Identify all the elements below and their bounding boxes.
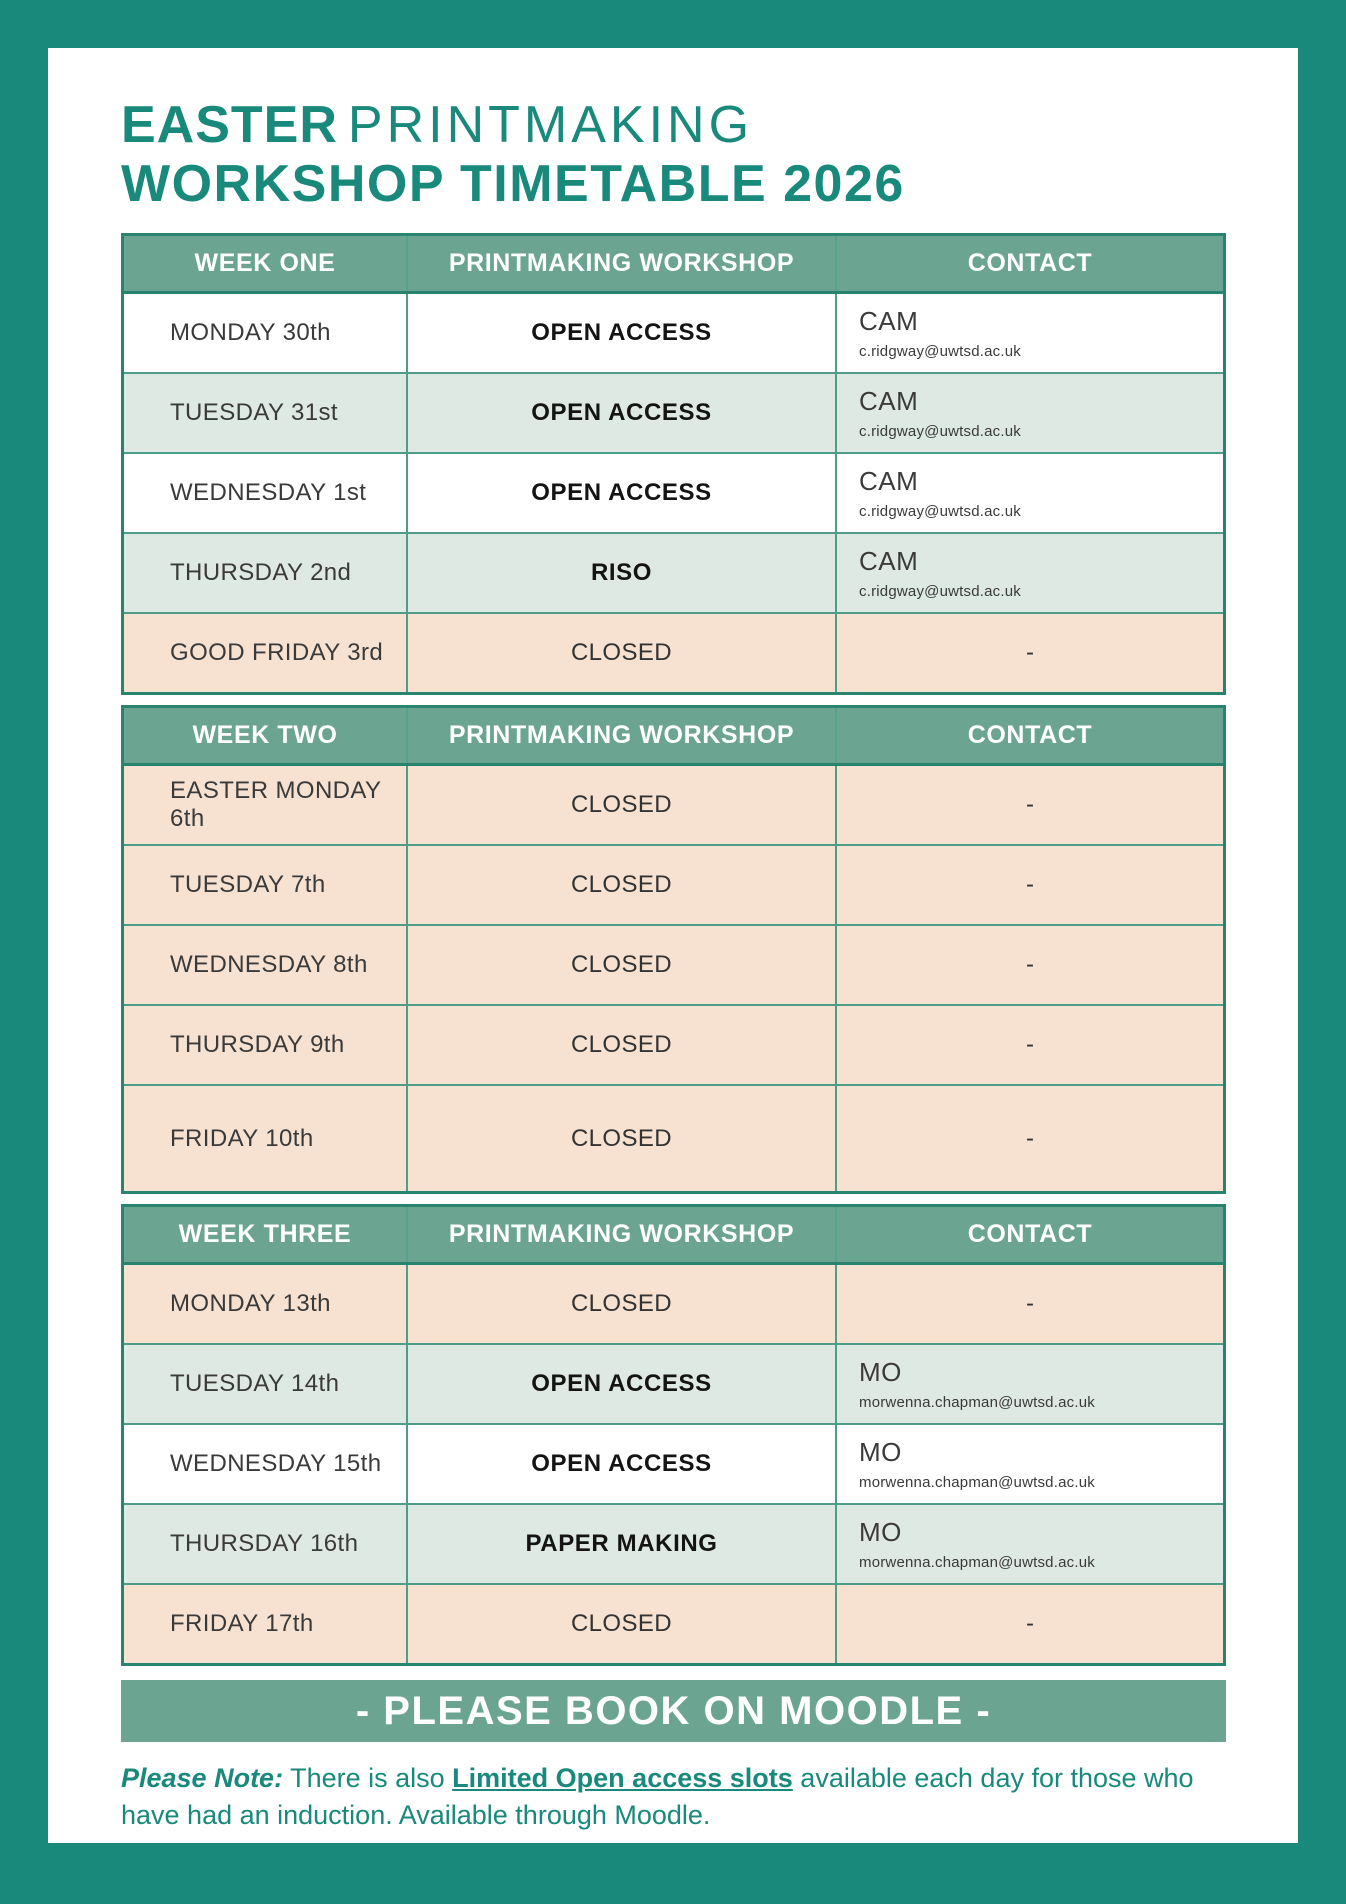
- day-cell: FRIDAY 17th: [170, 1610, 314, 1638]
- workshop-cell: CLOSED: [406, 926, 835, 1004]
- workshop-cell: CLOSED: [406, 1265, 835, 1343]
- poster-content: [121, 48, 1226, 1833]
- contact-cell: [835, 1345, 1223, 1423]
- contact-name: CAM: [859, 466, 919, 497]
- contact-email: morwenna.chapman@uwtsd.ac.uk: [859, 1394, 1095, 1412]
- contact-cell: -: [835, 1006, 1223, 1084]
- contact-name: MO: [859, 1437, 902, 1468]
- note-lead: Please Note:: [121, 1763, 284, 1794]
- contact-cell: [835, 454, 1223, 532]
- table-row: [124, 612, 1223, 692]
- day-cell: THURSDAY 9th: [170, 1031, 345, 1059]
- contact-cell: [835, 534, 1223, 612]
- day-cell: MONDAY 13th: [170, 1290, 331, 1318]
- workshop-cell: CLOSED: [406, 1006, 835, 1084]
- table-row: [124, 1265, 1223, 1343]
- workshop-cell: CLOSED: [406, 614, 835, 692]
- note-after: available each day for those who have had an induction. Available through Moodle.: [121, 1763, 1194, 1830]
- contact-cell: -: [835, 1265, 1223, 1343]
- contact-name: MO: [859, 1357, 902, 1388]
- workshop-cell: RISO: [406, 534, 835, 612]
- table-row: [124, 1084, 1223, 1191]
- title-easter: EASTER: [121, 96, 338, 154]
- workshop-cell: CLOSED: [406, 766, 835, 844]
- contact-email: c.ridgway@uwtsd.ac.uk: [859, 423, 1021, 441]
- workshop-cell: OPEN ACCESS: [406, 454, 835, 532]
- workshop-cell: OPEN ACCESS: [406, 374, 835, 452]
- contact-email: morwenna.chapman@uwtsd.ac.uk: [859, 1474, 1095, 1492]
- contact-cell: [835, 1425, 1223, 1503]
- day-cell: WEDNESDAY 15th: [170, 1450, 382, 1478]
- header-week-two: WEEK TWO: [192, 721, 338, 750]
- title-printmaking: PRINTMAKING: [347, 96, 754, 154]
- table-row: [124, 1343, 1223, 1423]
- header-contact: CONTACT: [835, 708, 1223, 763]
- workshop-cell: CLOSED: [406, 846, 835, 924]
- page-title: [121, 48, 1226, 211]
- table-row: [124, 766, 1223, 844]
- header-printmaking-workshop: PRINTMAKING WORKSHOP: [406, 236, 835, 291]
- contact-cell: [835, 294, 1223, 372]
- contact-name: MO: [859, 1517, 902, 1548]
- day-cell: FRIDAY 10th: [170, 1124, 314, 1152]
- header-week-three: WEEK THREE: [178, 1220, 352, 1249]
- contact-email: c.ridgway@uwtsd.ac.uk: [859, 503, 1021, 521]
- contact-cell: [835, 1505, 1223, 1583]
- day-cell: TUESDAY 7th: [170, 871, 326, 899]
- contact-email: morwenna.chapman@uwtsd.ac.uk: [859, 1554, 1095, 1572]
- day-cell: WEDNESDAY 1st: [170, 479, 367, 507]
- workshop-cell: CLOSED: [406, 1086, 835, 1191]
- table-row: [124, 1583, 1223, 1663]
- table-row: [124, 1503, 1223, 1583]
- workshop-cell: CLOSED: [406, 1585, 835, 1663]
- day-cell: TUESDAY 14th: [170, 1370, 340, 1398]
- day-cell: THURSDAY 2nd: [170, 559, 352, 587]
- table-row: [124, 924, 1223, 1004]
- note-highlight: Limited Open access slots: [452, 1763, 793, 1794]
- header-week-one: WEEK ONE: [194, 249, 336, 278]
- title-line1: [121, 98, 1226, 153]
- workshop-cell: OPEN ACCESS: [406, 294, 835, 372]
- contact-cell: -: [835, 846, 1223, 924]
- title-line2: WORKSHOP TIMETABLE 2026: [121, 154, 905, 213]
- contact-cell: -: [835, 766, 1223, 844]
- workshop-cell: OPEN ACCESS: [406, 1425, 835, 1503]
- day-cell: GOOD FRIDAY 3rd: [170, 639, 384, 667]
- week-three-table: [121, 1204, 1226, 1666]
- table-row: [124, 532, 1223, 612]
- day-cell: WEDNESDAY 8th: [170, 951, 368, 979]
- header-printmaking-workshop: PRINTMAKING WORKSHOP: [406, 708, 835, 763]
- table-row: [124, 1004, 1223, 1084]
- contact-email: c.ridgway@uwtsd.ac.uk: [859, 343, 1021, 361]
- contact-cell: -: [835, 1585, 1223, 1663]
- contact-name: CAM: [859, 306, 919, 337]
- header-contact: CONTACT: [835, 1207, 1223, 1262]
- moodle-banner: - PLEASE BOOK ON MOODLE -: [121, 1680, 1226, 1742]
- header-printmaking-workshop: PRINTMAKING WORKSHOP: [406, 1207, 835, 1262]
- day-cell: MONDAY 30th: [170, 319, 331, 347]
- day-cell: THURSDAY 16th: [170, 1530, 359, 1558]
- day-cell: EASTER MONDAY 6th: [170, 777, 382, 833]
- header-contact: CONTACT: [835, 236, 1223, 291]
- week-two-table: [121, 705, 1226, 1194]
- week-three-header-row: [124, 1207, 1223, 1265]
- table-row: [124, 1423, 1223, 1503]
- contact-name: CAM: [859, 386, 919, 417]
- poster-sheet: [48, 48, 1298, 1843]
- contact-name: CAM: [859, 546, 919, 577]
- week-two-header-row: [124, 708, 1223, 766]
- contact-cell: -: [835, 926, 1223, 1004]
- please-note-text: [121, 1760, 1231, 1833]
- contact-cell: [835, 374, 1223, 452]
- contact-cell: -: [835, 614, 1223, 692]
- table-row: [124, 452, 1223, 532]
- table-row: [124, 372, 1223, 452]
- week-one-header-row: [124, 236, 1223, 294]
- contact-email: c.ridgway@uwtsd.ac.uk: [859, 583, 1021, 601]
- day-cell: TUESDAY 31st: [170, 399, 338, 427]
- workshop-cell: OPEN ACCESS: [406, 1345, 835, 1423]
- week-one-table: [121, 233, 1226, 695]
- note-before: There is also: [283, 1763, 453, 1794]
- contact-cell: -: [835, 1086, 1223, 1191]
- workshop-cell: PAPER MAKING: [406, 1505, 835, 1583]
- table-row: [124, 844, 1223, 924]
- table-row: [124, 294, 1223, 372]
